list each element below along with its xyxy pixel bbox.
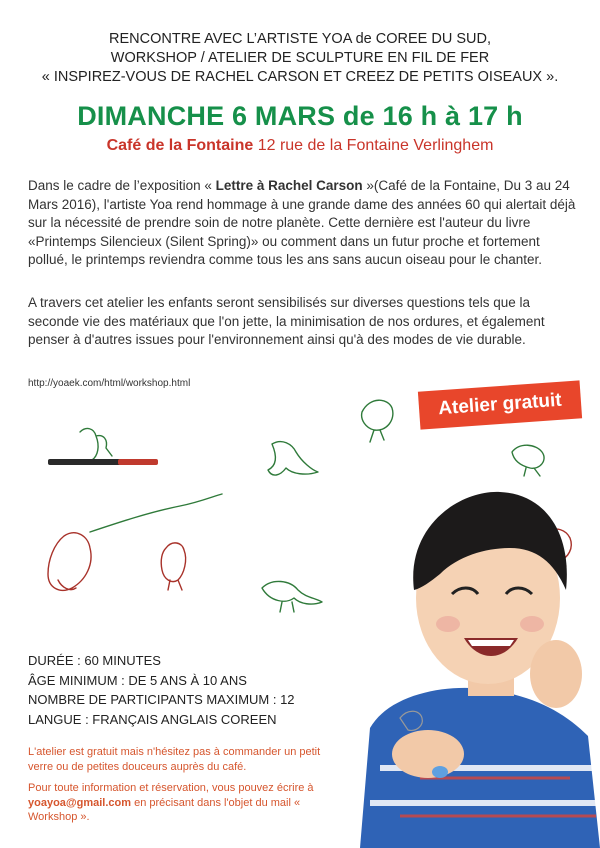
contact-note — [28, 781, 328, 825]
intro-text-start: Dans le cadre de l’exposition « — [28, 178, 216, 193]
detail-max-participants: NOMBRE DE PARTICIPANTS MAXIMUM : 12 — [28, 692, 295, 707]
intro-text-end: »(Café de la Fontaine, Du 3 au 24 Mars 2016), l'artiste Yoa rend hommage à une grande dame des années 60 qui alertait déjà sur la nécessité de prendre soin de notre planète. Cette dernière est l'auteur du livre «Printemps Silencieux (Silent Spring)» ou comment dans un futur proche et fortement pollué, le printemps reviendra comme tous les ans sans aucun oiseau pour le chanter. — [28, 178, 576, 267]
contact-text-end: en précisant dans l'objet du mail « Workshop ». — [28, 796, 301, 823]
contact-text-start: Pour toute information et réservation, vous pouvez écrire à — [28, 782, 314, 794]
wire-bird-7 — [161, 543, 185, 590]
detail-min-age: ÂGE MINIMUM : DE 5 ANS À 10 ANS — [28, 672, 247, 688]
header-line-3: « INSPIREZ-VOUS DE RACHEL CARSON ET CREEZ DE PETITS OISEAUX ». — [41, 69, 559, 85]
event-date-title: DIMANCHE 6 MARS de 16 h à 17 h — [77, 101, 523, 131]
wire-strand — [90, 494, 222, 532]
detail-language: LANGUE : FRANÇAIS ANGLAIS COREEN — [28, 711, 277, 727]
wire-bird-3 — [268, 442, 318, 476]
pliers-tool — [48, 459, 158, 465]
wire-bird-6 — [48, 533, 91, 591]
venue-address: 12 rue de la Fontaine Verlinghem — [253, 137, 494, 154]
wire-bird-5 — [262, 581, 322, 612]
free-workshop-badge: Atelier gratuit — [418, 380, 582, 429]
header-line-2: WORKSHOP / ATELIER DE SCULPTURE EN FIL DE FER — [110, 50, 490, 66]
exhibition-name: Lettre à Rachel Carson — [215, 178, 363, 193]
workshop-details — [28, 651, 295, 729]
workshop-url[interactable]: http://yoaek.com/html/workshop.html — [28, 378, 191, 389]
free-note: L'atelier est gratuit mais n'hésitez pas à commander un petit verre ou de petites douceurs auprès du café. — [28, 746, 321, 773]
detail-duration: DURÉE : 60 MINUTES — [28, 653, 161, 668]
wire-bird-1 — [362, 400, 393, 442]
wire-bird-4 — [512, 445, 544, 476]
child-photo — [360, 478, 600, 848]
workshop-paragraph: A travers cet atelier les enfants seront sensibilisés sur diverses questions tels que la seconde vie des matériaux que l'on jette, la minimisation de nos ordures, et également penser à d'autres issues pour l'environnement ainsi qu'à des modes de vie durable. — [28, 295, 545, 347]
header-line-1: RENCONTRE AVEC L’ARTISTE YOA de COREE DU SUD, — [109, 31, 491, 47]
contact-email[interactable]: yoayoa@gmail.com — [28, 796, 132, 809]
venue-name: Café de la Fontaine — [106, 137, 254, 154]
wire-bird-2 — [80, 429, 112, 460]
